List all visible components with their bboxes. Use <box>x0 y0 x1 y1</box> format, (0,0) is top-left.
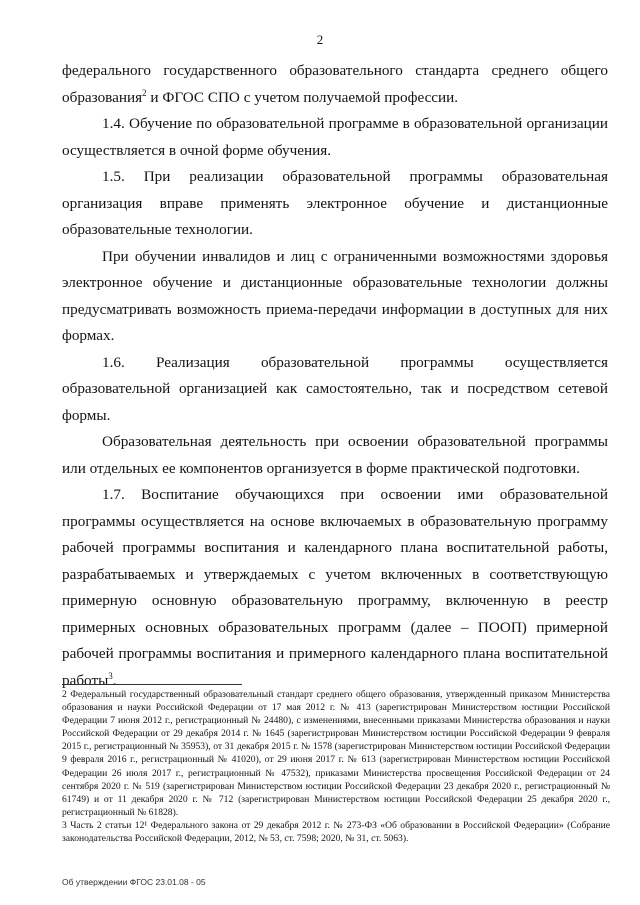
paragraph: Образовательная деятельность при освоении образовательной программы или отдельных ее компонентов организуется в форме практической подготовки. <box>62 433 608 477</box>
paragraph: 1.7. Воспитание обучающихся при освоении ими образовательной программы осуществляется на основе включаемых в образовательную программу рабочей программы воспитания и календарного плана воспитательной работы, разрабатываемых и утверждаемых с учетом включенных в соответствующую примерную основную образовательную программу, включенную в реестр примерных основных образовательных программ (далее – ПООП) примерной рабочей программы воспитания и примерного календарного плана воспитательной работы$^3$. <box>62 486 608 689</box>
body-text <box>62 58 608 694</box>
paragraph: 1.5. При реализации образовательной программы образовательная организация вправе применять электронное обучение и дистанционные образовательные технологии. <box>62 168 608 238</box>
footnote-ref: 2 <box>142 87 147 98</box>
footnotes <box>62 688 610 845</box>
paragraph: 1.4. Обучение по образовательной программе в образовательной организации осуществляется в очной форме обучения. <box>62 115 608 159</box>
footnote: 3 Часть 2 статьи 12¹ Федерального закона от 29 декабря 2012 г. № 273-ФЗ «Об образовании в Российской Федерации» (Собрание законодательства Российской Федерации, 2012, № 53, ст. 7598; 2020, № 31, ст. 5063). <box>62 819 610 845</box>
footnote-divider <box>62 684 242 685</box>
footnote: 2 Федеральный государственный образовательный стандарт среднего общего образования, утвержденный приказом Министерства образования и науки Российской Федерации от 17 мая 2012 г. № 413 (зарегистрирован Министерством юстиции Российской Федерации 7 июня 2012 г., регистрационный № 24480), с изменениями, внесенными приказами Министерства образования и науки Российской Федерации от 29 декабря 2014 г. № 1645 (зарегистрирован Министерством юстиции Российской Федерации 9 февраля 2015 г., регистрационный № 35953), от 31 декабря 2015 г. № 1578 (зарегистрирован Министерством юстиции Российской Федерации 9 февраля 2016 г., регистрационный № 41020), от 29 июня 2017 г. № 613 (зарегистрирован Министерством юстиции Российской Федерации 26 июля 2017 г., регистрационный № 47532), приказами Министерства просвещения Российской Федерации от 24 сентября 2020 г. № 519 (зарегистрирован Министерством юстиции Российской Федерации 23 декабря 2020 г., регистрационный № 61749) и от 11 декабря 2020 г. № 712 (зарегистрирован Министерством юстиции Российской Федерации 25 декабря 2020 г., регистрационный № 61828). <box>62 689 610 818</box>
paragraph: При обучении инвалидов и лиц с ограниченными возможностями здоровья электронное обучение и дистанционные образовательные технологии должны предусматривать возможность приема-передачи информации в доступных для них формах. <box>62 247 608 344</box>
page-number: 2 <box>316 32 324 47</box>
paragraph: федерального государственного образовательного стандарта среднего общего образования$^2$ и ФГОС СПО с учетом получаемой профессии. <box>62 62 608 106</box>
paragraph: 1.6. Реализация образовательной программы осуществляется образовательной организацией как самостоятельно, так и посредством сетевой формы. <box>62 353 608 424</box>
footnote-ref: 3 <box>108 670 113 681</box>
document-footer-note: Об утверждении ФГОС 23.01.08 - 05 <box>62 877 206 887</box>
